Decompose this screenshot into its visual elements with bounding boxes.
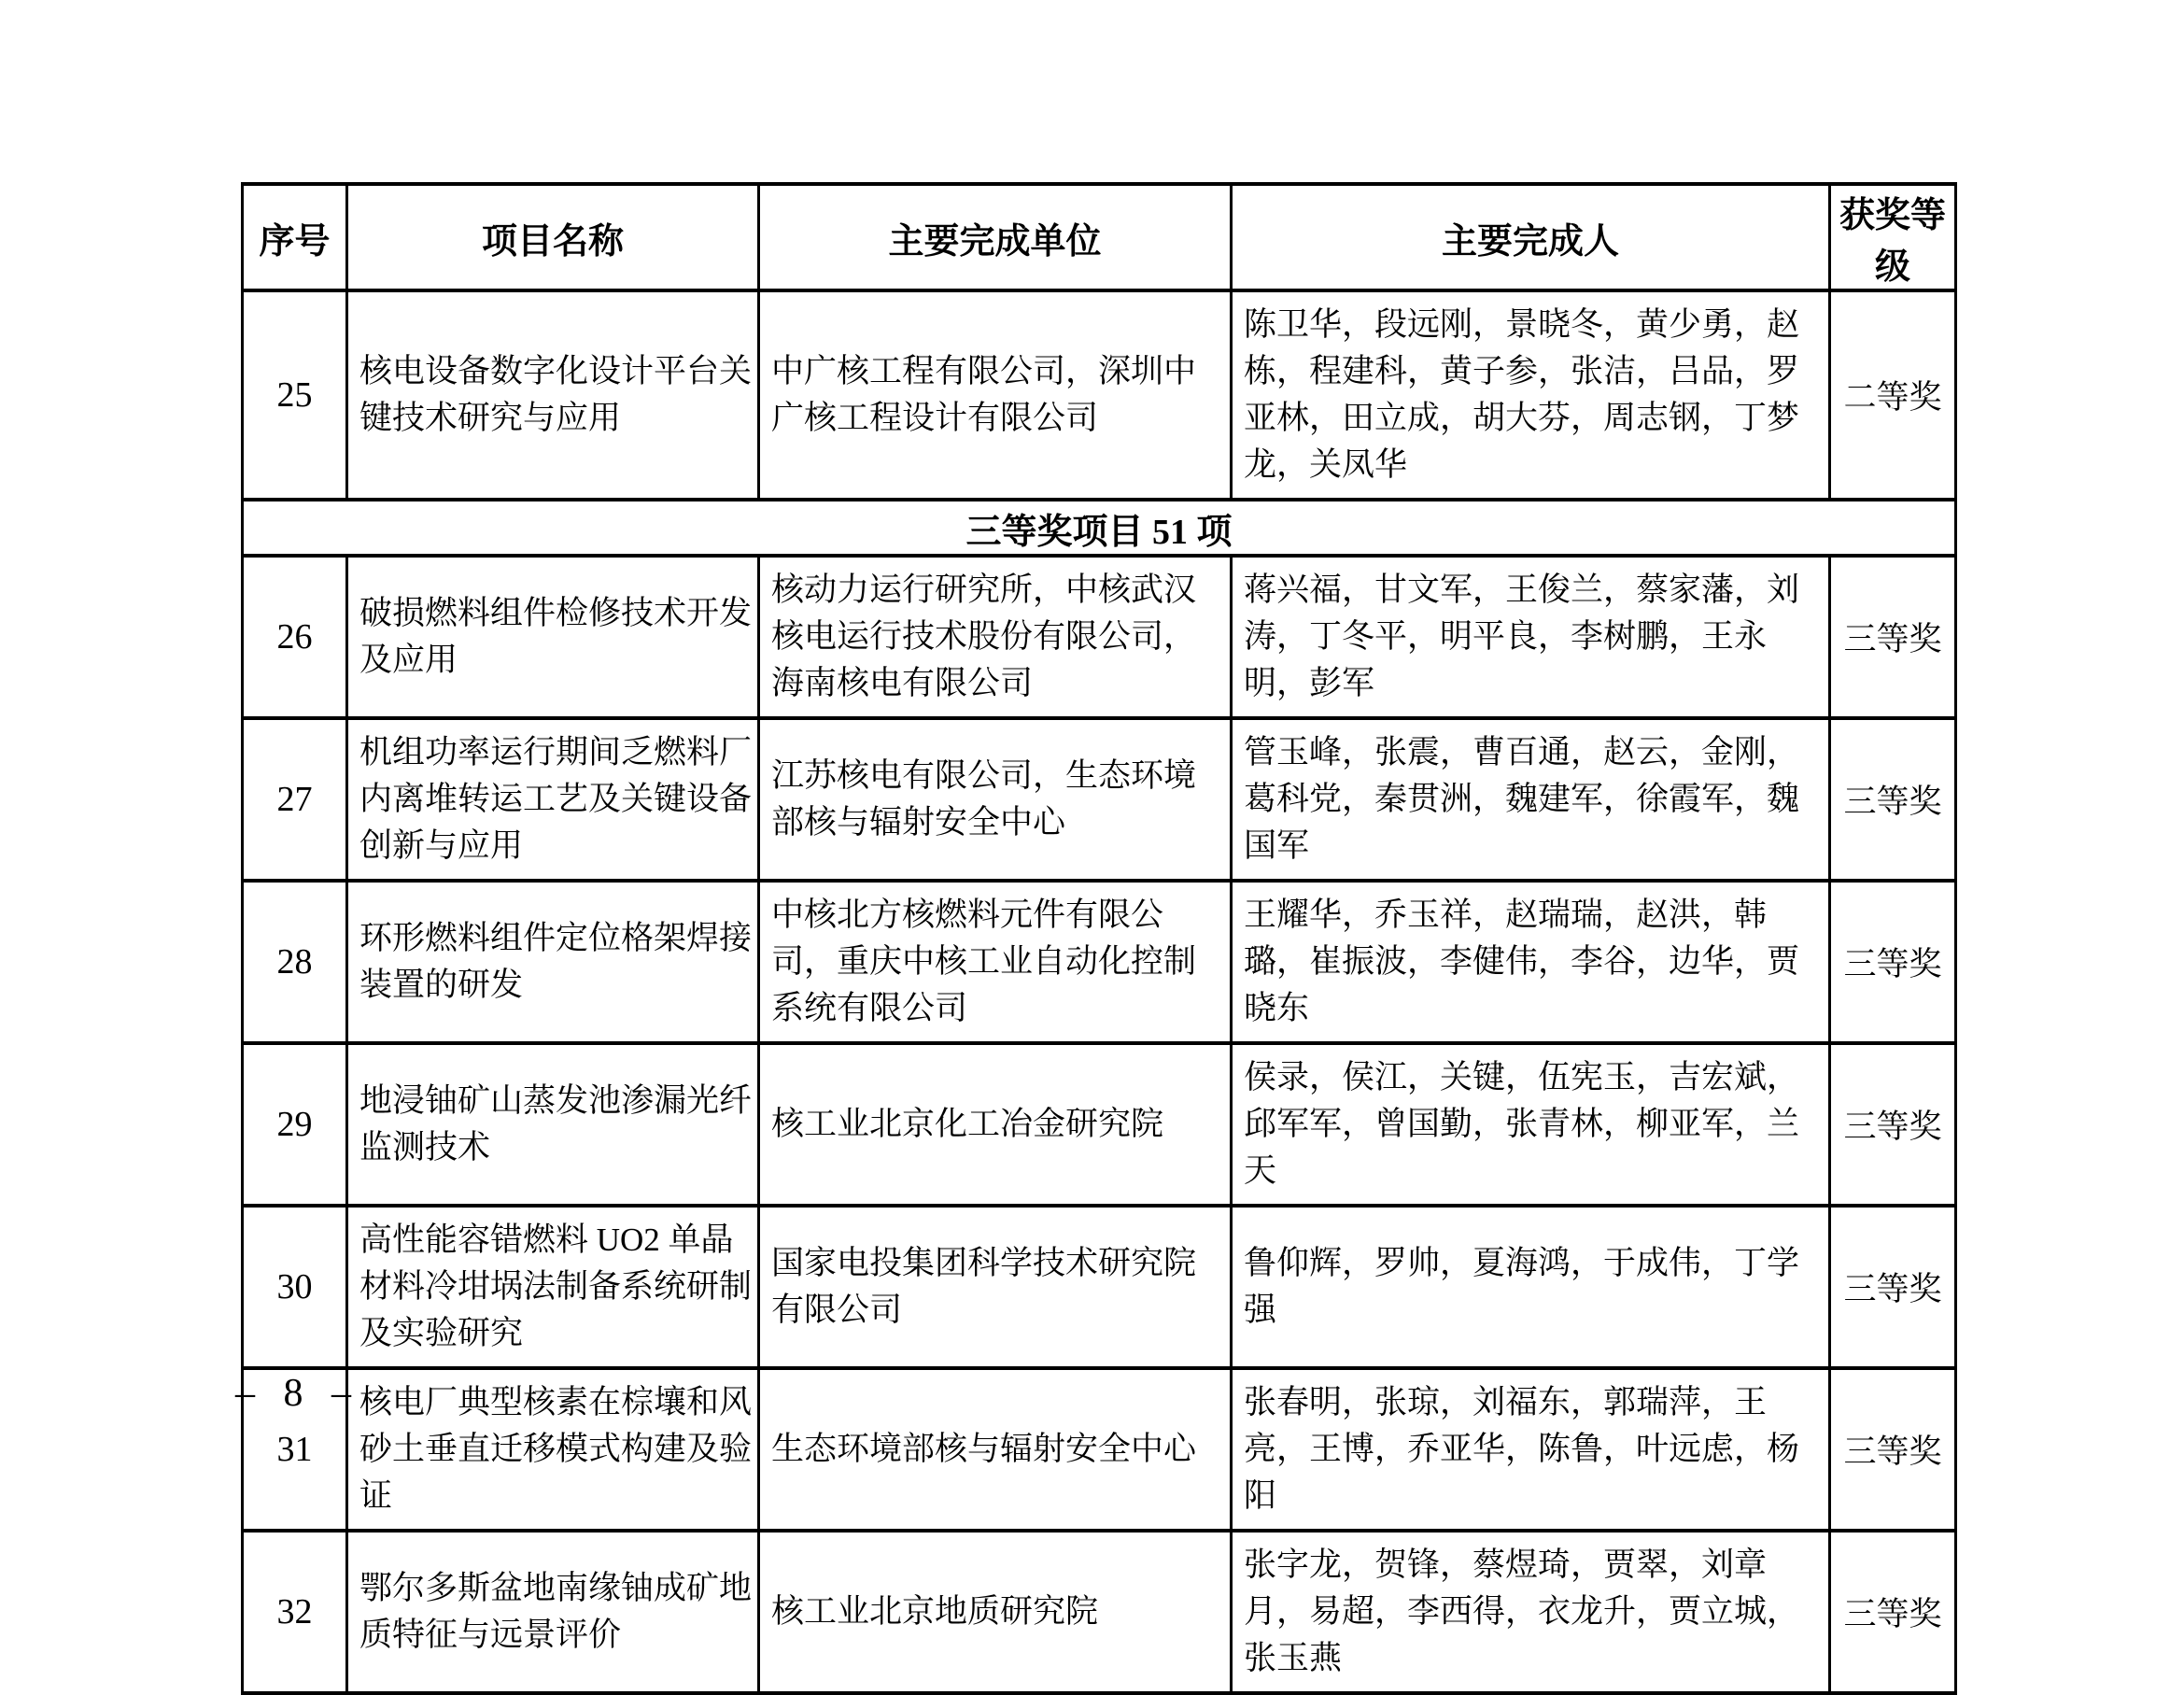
- table-row: [243, 881, 1956, 1043]
- people-cell: 张字龙，贺锋，蔡煜琦，贾翠，刘章月，易超，李西得，衣龙升，贾立城，张玉燕: [1232, 1531, 1830, 1693]
- table-row: [243, 1043, 1956, 1206]
- serial-cell: 32: [243, 1531, 347, 1693]
- units-cell: 中核北方核燃料元件有限公司，重庆中核工业自动化控制系统有限公司: [759, 881, 1232, 1043]
- column-header-project: 项目名称: [347, 184, 759, 290]
- table-row: [243, 1368, 1956, 1531]
- project-name-cell: 环形燃料组件定位格架焊接装置的研发: [347, 881, 759, 1043]
- units-cell: 江苏核电有限公司，生态环境部核与辐射安全中心: [759, 718, 1232, 881]
- award-cell: 三等奖: [1830, 556, 1956, 718]
- people-cell: 管玉峰，张震，曹百通，赵云，金刚，葛科党，秦贯洲，魏建军，徐霞军，魏国军: [1232, 718, 1830, 881]
- project-name-cell: 鄂尔多斯盆地南缘铀成矿地质特征与远景评价: [347, 1531, 759, 1693]
- people-cell: 鲁仰辉，罗帅，夏海鸿，于成伟，丁学强: [1232, 1206, 1830, 1368]
- award-cell: 三等奖: [1830, 1043, 1956, 1206]
- column-header-people: 主要完成人: [1232, 184, 1830, 290]
- table-row: [243, 1206, 1956, 1368]
- table-row: [243, 718, 1956, 881]
- table-row: [243, 1531, 1956, 1693]
- project-name-cell: 破损燃料组件检修技术开发及应用: [347, 556, 759, 718]
- serial-cell: 27: [243, 718, 347, 881]
- serial-cell: 25: [243, 290, 347, 500]
- award-cell: 三等奖: [1830, 1368, 1956, 1531]
- project-name-cell: 高性能容错燃料 UO2 单晶材料冷坩埚法制备系统研制及实验研究: [347, 1206, 759, 1368]
- serial-cell: 31: [243, 1368, 347, 1531]
- awards-table: [241, 182, 1957, 1695]
- units-cell: 国家电投集团科学技术研究院有限公司: [759, 1206, 1232, 1368]
- people-cell: 蒋兴福，甘文军，王俊兰，蔡家藩，刘涛，丁冬平，明平良，李树鹏，王永明，彭军: [1232, 556, 1830, 718]
- units-cell: 生态环境部核与辐射安全中心: [759, 1368, 1232, 1531]
- serial-cell: 26: [243, 556, 347, 718]
- page-number: – 8 –: [235, 1372, 360, 1415]
- award-cell: 三等奖: [1830, 1531, 1956, 1693]
- project-name-cell: 机组功率运行期间乏燃料厂内离堆转运工艺及关键设备创新与应用: [347, 718, 759, 881]
- units-cell: 核动力运行研究所，中核武汉核电运行技术股份有限公司，海南核电有限公司: [759, 556, 1232, 718]
- serial-cell: 28: [243, 881, 347, 1043]
- project-name-cell: 核电设备数字化设计平台关键技术研究与应用: [347, 290, 759, 500]
- units-cell: 中广核工程有限公司，深圳中广核工程设计有限公司: [759, 290, 1232, 500]
- people-cell: 王耀华，乔玉祥，赵瑞瑞，赵洪，韩璐，崔振波，李健伟，李谷，边华，贾晓东: [1232, 881, 1830, 1043]
- table-row: [243, 556, 1956, 718]
- people-cell: 陈卫华，段远刚，景晓冬，黄少勇，赵栋，程建科，黄子参，张洁，吕品，罗亚林，田立成，胡大芬，周志钢，丁梦龙，关凤华: [1232, 290, 1830, 500]
- project-name-cell: 核电厂典型核素在棕壤和风砂土垂直迁移模式构建及验证: [347, 1368, 759, 1531]
- units-cell: 核工业北京化工冶金研究院: [759, 1043, 1232, 1206]
- award-cell: 三等奖: [1830, 718, 1956, 881]
- header-row: [243, 184, 1956, 290]
- people-cell: 侯录，侯江，关键，伍宪玉，吉宏斌，邱军军，曾国勤，张青林，柳亚军，兰天: [1232, 1043, 1830, 1206]
- section-label: 三等奖项目 51 项: [243, 500, 1956, 556]
- project-name-cell: 地浸铀矿山蒸发池渗漏光纤监测技术: [347, 1043, 759, 1206]
- award-cell: 三等奖: [1830, 1206, 1956, 1368]
- units-cell: 核工业北京地质研究院: [759, 1531, 1232, 1693]
- award-cell: 三等奖: [1830, 881, 1956, 1043]
- serial-cell: 29: [243, 1043, 347, 1206]
- people-cell: 张春明，张琼，刘福东，郭瑞萍，王亮，王博，乔亚华，陈鲁，叶远虑，杨阳: [1232, 1368, 1830, 1531]
- section-row: [243, 500, 1956, 556]
- column-header-serial: 序号: [243, 184, 347, 290]
- table-row: [243, 290, 1956, 500]
- column-header-award: 获奖等级: [1830, 184, 1956, 290]
- column-header-units: 主要完成单位: [759, 184, 1232, 290]
- serial-cell: 30: [243, 1206, 347, 1368]
- award-cell: 二等奖: [1830, 290, 1956, 500]
